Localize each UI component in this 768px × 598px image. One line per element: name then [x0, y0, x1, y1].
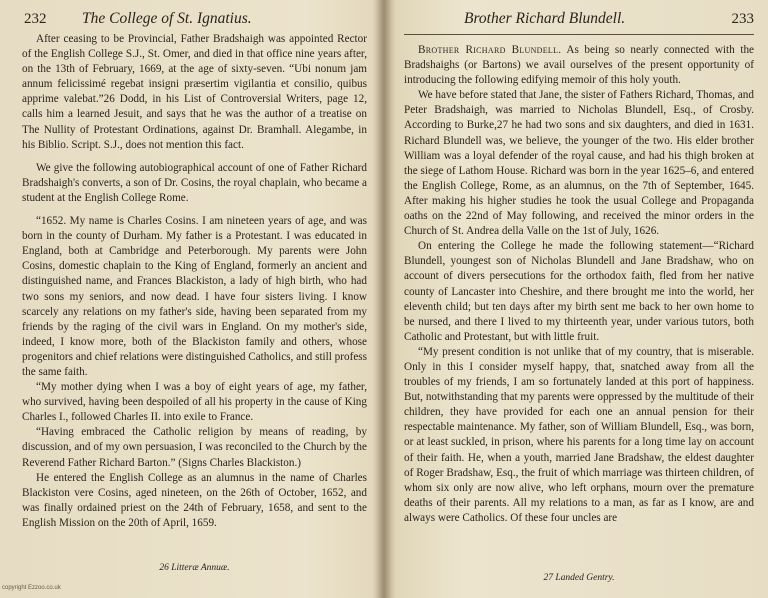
left-page-header — [22, 6, 367, 32]
left-footnote: 26 Litteræ Annuæ. — [159, 563, 230, 573]
left-paragraph-3: “1652. My name is Charles Cosins. I am nineteen years of age, and was born in the county of Durham. My father is a Protestant. I was educated in England, both at Cambridge and Peterborough. My parents were John Cosins, domestic chaplain to the King of England, formerly an ancient and distinguished name, and Frances Blackiston, a lady of high birth, who had two sons my seniors, and now dead. I have four sisters living. I know scarcely any relations on my father's side, having been separated from my friends by the raging of the civil wars in England. On my mother's side, indeed, I know more, both of the Blackiston family and others, whose progenitors and chief relations were distinguished Catholics, and still profess the same faith. — [22, 215, 367, 378]
right-footnote: 27 Landed Gentry. — [543, 573, 615, 583]
left-running-title: The College of St. Ignatius. — [82, 10, 252, 27]
header-rule — [404, 34, 754, 35]
copyright-watermark: copyright Ezzoo.co.uk — [2, 585, 61, 591]
book-gutter — [372, 0, 396, 598]
right-paragraph-4: “My present condition is not unlike that of my country, that is miserable. Only in this I consider myself happy, that, snatched away from all the troubles of my friends, I am so fortunately landed at this port of happiness. But, notwithstanding that my parents were oppressed by the multitude of their children, they have provided for each one an annual pension for their respectable maintenance. My father, son of William Blundell, Esq., was born, or at least suckled, in prison, where his parents for a long time lay on account of their faith. He, when a youth, married Jane Bradshaw, the eldest daughter of Roger Bradshaw, Esq., the fruit of which marriage was thirteen children, of whom six only are now alive, who left orphans, mourn over the premature deaths of their parents. All my relations to a man, as far as I know, are and always were Catholics. Of these four uncles are — [404, 345, 754, 524]
right-page-body — [404, 43, 754, 526]
left-paragraph-4: “My mother dying when I was a boy of eight years of age, my father, who survived, having been despoiled of all his property in the cause of King Charles I., followed Charles II. into exile to France. — [22, 381, 367, 424]
left-paragraph-5: “Having embraced the Catholic religion by means of reading, by discussion, and of my own persuasion, I was reconciled to the Church by the Reverend Father Richard Barton.” (Signs Charles Blackiston.) — [22, 426, 367, 469]
left-paragraph-6: He entered the English College as an alumnus in the name of Charles Blackiston vere Cosins, aged nineteen, on the 26th of October, 1652, and was finally ordained priest on the 24th of February, 1658, and sent to the English Mission on the 20th of April, 1659. — [22, 471, 367, 529]
left-paragraph-1: After ceasing to be Provincial, Father Bradshaigh was appointed Rector of the English College S.J., St. Omer, and died in that office nine years after, on the 13th of February, 1669, at the age of sixty-seven. “Ubi nonum jam annum felicissimé regebat insigni præsertim vigilantia et consilio, quibus apprime valebat.”26 Dodd, in his List of Controversial Writers, page 12, calls him a learned Jesuit, and says that he was the author of a treatise on The Nullity of Protestant Ordinations, against Dr. Bramhall. Alegambe, in his Biblio. Script. S.J., does not mention this fact. — [22, 33, 367, 151]
left-page — [22, 0, 367, 598]
right-running-title: Brother Richard Blundell. — [464, 10, 626, 27]
left-page-body — [22, 32, 367, 531]
right-paragraph-3: On entering the College he made the following statement—“Richard Blundell, youngest son of Nicholas Blundell and Jane Bradshaw, who on account of divers persecutions for the orthodox faith, fled from her native county of Lancaster into Cheshire, and there brought me into the world, her eleventh child; but ten days after my birth sent me back to her own home to be nursed, and there I lived to my thirteenth year, under various tutors, both Catholic and Protestant, but with little fruit. — [404, 240, 754, 343]
right-paragraph-1-text: As being so nearly connected with the Bradshaighs (or Bartons) we avail ourselves of the present opportunity of introducing the following edifying memoir of this holy youth. — [404, 44, 755, 87]
right-page-number: 233 — [731, 11, 754, 27]
right-page-header — [404, 6, 754, 32]
right-paragraph-2: We have before stated that Jane, the sister of Fathers Richard, Thomas, and Peter Bradshaigh, was married to Nicholas Blundell, Esq., of Crosby. According to Burke,27 he had two sons and six daughters, and died in 1631. Richard Blundell was, we believe, the younger of the two. His elder brother William was a loyal defender of the royal cause, and had his thigh broken at the siege of Lathom House. Richard was born in the year 1625–6, and entered the English College, Rome, as an alumnus, on the 7th of September, 1645. After making his higher studies he took the usual College and Propaganda oaths on the 22nd of May following, and received the minor orders in the Church of St. Andrea della Valle on the 1st of July, 1626. — [404, 89, 754, 238]
right-page — [404, 0, 754, 598]
left-page-number: 232 — [24, 11, 47, 27]
left-paragraph-2: We give the following autobiographical account of one of Father Richard Bradshaigh's converts, a son of Dr. Cosins, the royal chaplain, who became a student at the English College Rome. — [22, 161, 367, 204]
section-heading: Brother Richard Blundell. — [418, 44, 562, 56]
right-paragraph-1 — [404, 43, 754, 88]
